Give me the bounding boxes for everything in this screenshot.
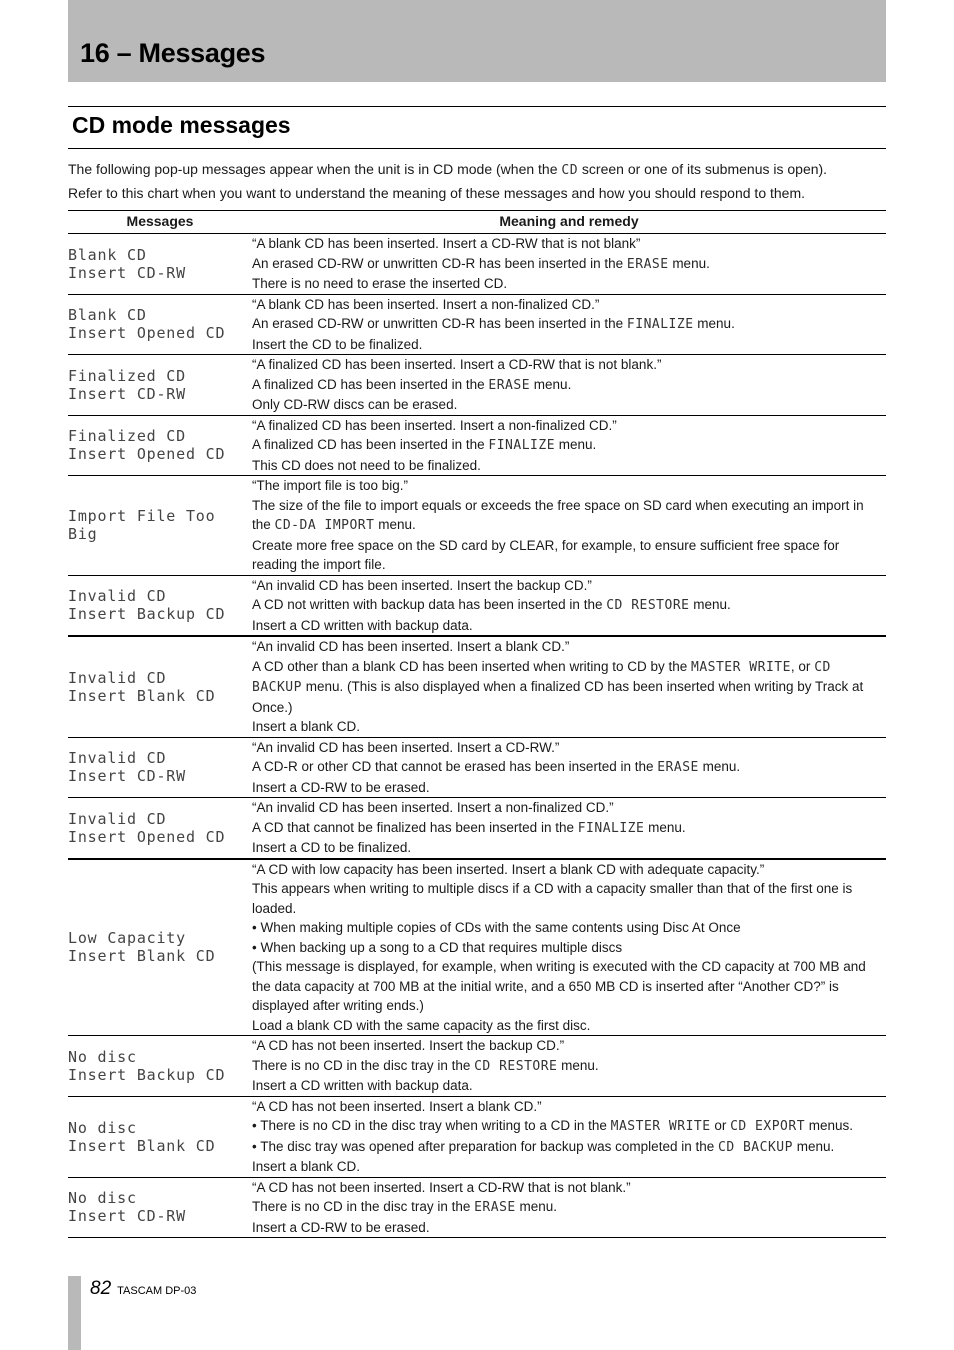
table-row (68, 415, 886, 476)
meaning-cell (252, 575, 886, 636)
table-row (68, 1177, 886, 1238)
meaning-cell (252, 476, 886, 576)
meaning-text: Insert a blank CD. (252, 719, 361, 734)
message-text: Finalized CD Insert CD-RW (68, 355, 252, 416)
meaning-text: menu. (698, 759, 741, 774)
meaning-text: The size of the file to import equals or exceeds the free space on SD card when executing an import in the (252, 497, 864, 532)
message-text: No disc Insert Backup CD (68, 1036, 252, 1097)
meaning-text: An erased CD-RW or unwritten CD-R has been inserted in the (252, 255, 627, 271)
menu-name: CD BACKUP (252, 659, 831, 695)
meaning-text: This CD does not need to be finalized. (252, 457, 481, 473)
meaning-line (252, 1076, 886, 1096)
meaning-cell (252, 234, 886, 295)
meaning-line (252, 1016, 886, 1036)
meaning-text: • When backing up a song to a CD that requires multiple discs (252, 939, 623, 955)
meaning-line (252, 576, 886, 596)
meaning-line (252, 355, 886, 375)
menu-name: CD BACKUP (718, 1139, 793, 1155)
meaning-text: Insert a CD written with backup data. (252, 1078, 473, 1093)
meaning-cell (252, 294, 886, 355)
meaning-text: menu. (689, 597, 731, 612)
meaning-text: “The import file is too big.” (252, 478, 409, 493)
message-text: Invalid CD Insert Blank CD (68, 636, 252, 737)
footer-bar (68, 1276, 81, 1350)
meaning-text: An erased CD-RW or unwritten CD-R has been inserted in the (252, 316, 627, 331)
meaning-text: “An invalid CD has been inserted. Insert a non-finalized CD.” (252, 800, 614, 815)
meaning-text: Only CD-RW discs can be erased. (252, 397, 458, 412)
table-row (68, 575, 886, 636)
meaning-line (252, 1218, 886, 1238)
menu-name: ERASE (488, 377, 531, 393)
meaning-line (252, 1097, 886, 1117)
message-text: No disc Insert CD-RW (68, 1177, 252, 1238)
meaning-line (252, 254, 886, 275)
footer-brand: TASCAM DP-03 (117, 1285, 197, 1297)
header-meaning: Meaning and remedy (252, 211, 886, 234)
table-row (68, 636, 886, 737)
menu-name: CD EXPORT (730, 1119, 806, 1134)
menu-name: ERASE (626, 256, 669, 272)
meaning-text: Load a blank CD with the same capacity as the first disc. (252, 1017, 591, 1033)
meaning-line (252, 416, 886, 436)
meaning-cell (252, 636, 886, 737)
section-divider-top (68, 106, 886, 107)
meaning-text: “An invalid CD has been inserted. Insert the backup CD.” (252, 577, 592, 593)
chapter-header-bar (68, 0, 886, 82)
meaning-line (252, 435, 886, 456)
meaning-line (252, 738, 886, 758)
section-divider-bottom (68, 148, 886, 149)
bullet-item (252, 1137, 886, 1158)
meaning-line (252, 314, 886, 335)
menu-name: FINALIZE (626, 317, 694, 332)
message-text: Import File Too Big (68, 476, 252, 576)
message-text: Finalized CD Insert Opened CD (68, 415, 252, 476)
table-row (68, 234, 886, 295)
meaning-line (252, 1157, 886, 1177)
meaning-text: A CD-R or other CD that cannot be erased has been inserted in the (252, 759, 658, 774)
meaning-line (252, 879, 886, 918)
menu-name: CD RESTORE (606, 598, 690, 613)
messages-table-body (68, 234, 886, 1238)
menu-name: ERASE (474, 1200, 516, 1215)
table-row (68, 859, 886, 1036)
table-header-row (68, 211, 886, 234)
meaning-text: menu. (This is also displayed when a finalized CD has been inserted when writing by Track at Once.) (252, 679, 864, 715)
intro-text-part1: The following pop-up messages appear when the unit is in CD mode (when the (68, 161, 562, 177)
meaning-line (252, 1197, 886, 1218)
meaning-line (252, 616, 886, 636)
intro-text-line2: Refer to this chart when you want to understand the meaning of these messages and how you should respond to them. (68, 185, 806, 201)
meaning-line (252, 295, 886, 315)
meaning-cell (252, 355, 886, 416)
meaning-text: “A CD with low capacity has been inserted. Insert a blank CD with adequate capacity.” (252, 861, 765, 877)
meaning-cell (252, 1096, 886, 1177)
meaning-text: A finalized CD has been inserted in the (252, 376, 489, 392)
meaning-text: menu. (374, 517, 416, 532)
table-row (68, 798, 886, 859)
meaning-line (252, 274, 886, 294)
meaning-text: menu. (557, 1057, 599, 1073)
message-text: Low Capacity Insert Blank CD (68, 859, 252, 1036)
meaning-text: “A CD has not been inserted. Insert a CD-RW that is not blank.” (252, 1179, 631, 1195)
meaning-text: A finalized CD has been inserted in the (252, 437, 489, 452)
meaning-line (252, 757, 886, 778)
section-title: CD mode messages (72, 112, 291, 138)
meaning-text: “A blank CD has been inserted. Insert a CD-RW that is not blank” (252, 236, 641, 251)
meaning-text: Create more free space on the SD card by CLEAR, for example, to ensure sufficient free space for reading the import file. (252, 537, 840, 572)
message-text: Invalid CD Insert CD-RW (68, 737, 252, 798)
meaning-text: menu. (644, 819, 686, 835)
message-text: Blank CD Insert CD-RW (68, 234, 252, 295)
meaning-text: A CD other than a blank CD has been inserted when writing to CD by the (252, 658, 691, 674)
meaning-text: There is no CD in the disc tray in the (252, 1199, 475, 1214)
menu-name: MASTER WRITE (691, 659, 791, 675)
table-row (68, 1096, 886, 1177)
meaning-line (252, 456, 886, 476)
meaning-text: • There is no CD in the disc tray when writing to a CD in the (252, 1118, 611, 1133)
meaning-line (252, 1178, 886, 1198)
menu-name: ERASE (657, 760, 699, 775)
meaning-text: This appears when writing to multiple discs if a CD with a capacity smaller than that of the first one is loaded. (252, 881, 853, 916)
meaning-line (252, 595, 886, 616)
table-row (68, 1036, 886, 1097)
table-row (68, 737, 886, 798)
header-messages: Messages (68, 211, 252, 234)
bullet-item (252, 938, 886, 958)
meaning-text: menus. (805, 1118, 854, 1133)
table-row (68, 476, 886, 576)
intro-text-part2: screen or one of its submenus is open). (578, 161, 828, 177)
meaning-line (252, 838, 886, 858)
meaning-cell (252, 1036, 886, 1097)
meaning-text: There is no need to erase the inserted CD. (252, 276, 508, 291)
meaning-line (252, 335, 886, 355)
meaning-line (252, 536, 886, 575)
meaning-text: “A finalized CD has been inserted. Insert a non-finalized CD.” (252, 417, 617, 433)
meaning-text: Insert a CD-RW to be erased. (252, 779, 430, 795)
meaning-text: (This message is displayed, for example, when writing is executed with the CD capacity at 700 MB and the data capacity at 700 MB at the initial write, and a 650 MB CD is inserted after “Another CD?” is displayed after writing ends.) (252, 959, 866, 1013)
meaning-text: “An invalid CD has been inserted. Insert a blank CD.” (252, 639, 570, 654)
meaning-text: , or (790, 658, 815, 674)
meaning-text: “A CD has not been inserted. Insert a blank CD.” (252, 1098, 542, 1114)
meaning-text: menu. (668, 255, 710, 271)
meaning-line (252, 798, 886, 818)
meaning-cell (252, 415, 886, 476)
meaning-cell (252, 1177, 886, 1238)
meaning-text: “A CD has not been inserted. Insert the backup CD.” (252, 1038, 565, 1053)
meaning-text: menu. (530, 376, 572, 392)
meaning-text: menu. (555, 437, 597, 452)
meaning-text: Insert a blank CD. (252, 1159, 361, 1174)
meaning-line (252, 1056, 886, 1077)
meaning-text: A CD not written with backup data has been inserted in the (252, 597, 607, 612)
table-row (68, 355, 886, 416)
intro-mono-term: CD (561, 163, 579, 178)
menu-name: FINALIZE (577, 820, 645, 836)
meaning-text: There is no CD in the disc tray in the (252, 1057, 475, 1073)
meaning-line (252, 637, 886, 657)
bullet-item (252, 1116, 886, 1137)
message-text: Invalid CD Insert Opened CD (68, 798, 252, 859)
meaning-line (252, 496, 886, 536)
meaning-text: “An invalid CD has been inserted. Insert a CD-RW.” (252, 739, 560, 755)
meaning-line (252, 717, 886, 737)
menu-name: FINALIZE (488, 438, 556, 453)
menu-name: CD RESTORE (474, 1058, 558, 1074)
table-row (68, 294, 886, 355)
meaning-line (252, 778, 886, 798)
page-number: 82 (90, 1278, 112, 1299)
meaning-text: “A finalized CD has been inserted. Insert a CD-RW that is not blank.” (252, 357, 662, 372)
footer (90, 1278, 196, 1300)
messages-table (68, 210, 886, 1238)
meaning-line (252, 657, 886, 718)
meaning-line (252, 375, 886, 396)
meaning-text: • The disc tray was opened after preparation for backup was completed in the (252, 1138, 718, 1154)
meaning-text: A CD that cannot be finalized has been inserted in the (252, 819, 578, 835)
meaning-text: menu. (515, 1199, 558, 1214)
chapter-title: 16 – Messages (80, 38, 266, 68)
message-text: Blank CD Insert Opened CD (68, 294, 252, 355)
meaning-line (252, 476, 886, 496)
menu-name: CD-DA IMPORT (274, 518, 375, 533)
meaning-cell (252, 798, 886, 859)
meaning-text: menu. (693, 316, 735, 331)
meaning-text: “A blank CD has been inserted. Insert a non-finalized CD.” (252, 296, 600, 312)
meaning-text: menu. (792, 1138, 835, 1154)
meaning-text: Insert a CD written with backup data. (252, 617, 473, 633)
menu-name: MASTER WRITE (610, 1119, 711, 1134)
meaning-text: • When making multiple copies of CDs with the same contents using Disc At Once (252, 920, 741, 935)
meaning-line (252, 818, 886, 839)
message-text: No disc Insert Blank CD (68, 1096, 252, 1177)
meaning-text: Insert a CD-RW to be erased. (252, 1219, 430, 1235)
meaning-cell (252, 859, 886, 1036)
meaning-text: Insert a CD to be finalized. (252, 840, 412, 855)
meaning-line (252, 1036, 886, 1056)
meaning-line (252, 860, 886, 880)
meaning-line (252, 395, 886, 415)
meaning-text: or (710, 1118, 731, 1133)
meaning-line (252, 957, 886, 1016)
bullet-item (252, 918, 886, 938)
meaning-text: Insert the CD to be finalized. (252, 336, 423, 352)
meaning-cell (252, 737, 886, 798)
meaning-line (252, 234, 886, 254)
message-text: Invalid CD Insert Backup CD (68, 575, 252, 636)
intro-paragraph (68, 158, 888, 205)
